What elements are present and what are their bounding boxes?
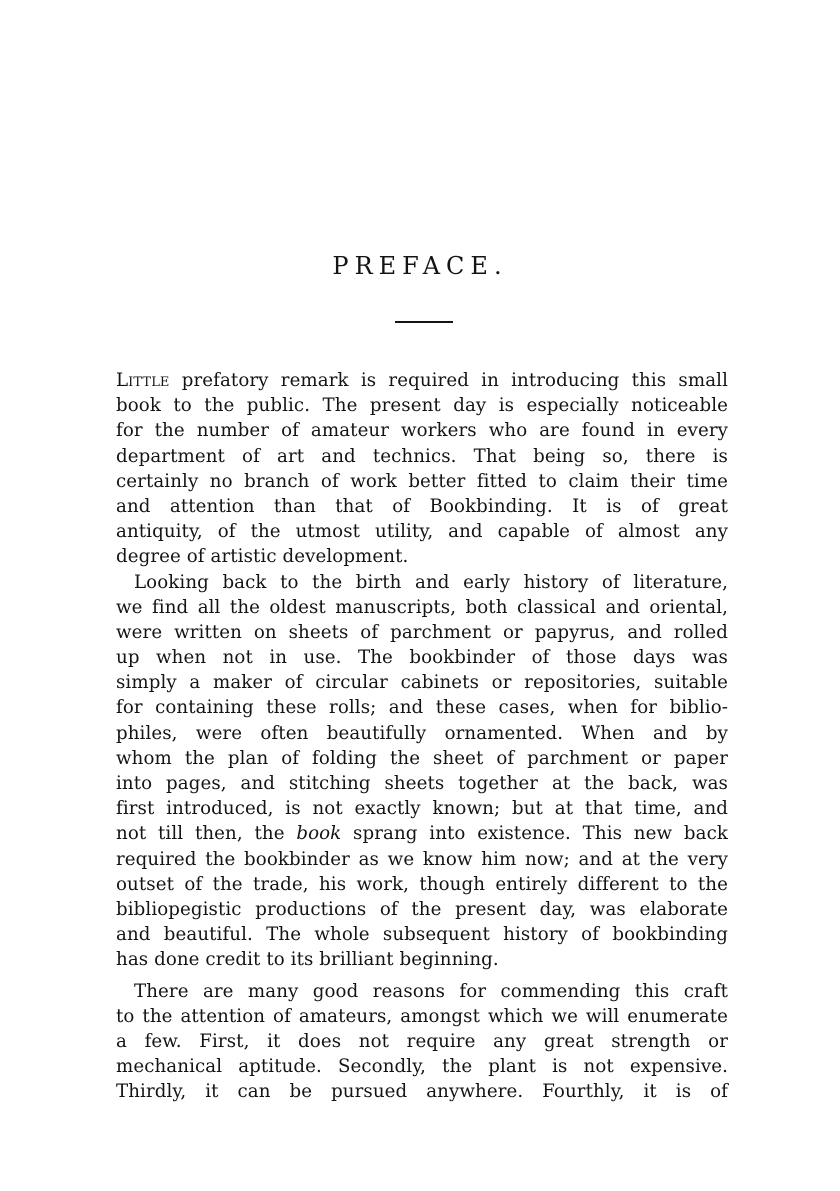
text-line: bibliopegistic productions of the present day, was elaborate (116, 898, 728, 920)
text-line: simply a maker of circular cabinets or repositories, suitable (116, 672, 728, 694)
text-line: philes, were often beautifully ornamented. When and by (116, 722, 728, 744)
paragraph-2 (116, 570, 728, 973)
text-line: we find all the oldest manuscripts, both classical and oriental, (116, 596, 728, 618)
text-line: were written on sheets of parchment or papyrus, and rolled (116, 621, 728, 643)
text-line: antiquity, of the utmost utility, and capable of almost any (116, 521, 728, 543)
text-line: Thirdly, it can be pursued anywhere. Fourthly, it is of (116, 1081, 728, 1103)
text-line: into pages, and stitching sheets together at the back, was (116, 773, 728, 794)
paragraph-1 (116, 368, 728, 570)
text-line: and attention than that of Bookbinding. It is of great (116, 495, 728, 517)
text-line: whom the plan of folding the sheet of parchment or paper (116, 747, 728, 769)
text-line: mechanical aptitude. Secondly, the plant is not expensive. (116, 1056, 728, 1078)
text-line: There are many good reasons for commending this craft (134, 980, 728, 1002)
italic-word: book (296, 823, 342, 845)
text-line: up when not in use. The bookbinder of those days was (116, 647, 728, 669)
text-line: not till then, the book sprang into existence. This new back (116, 823, 729, 845)
text-line: Little prefatory remark is required in introducing this small (116, 370, 728, 391)
page-title: PREFACE. (332, 252, 508, 280)
text-line: first introduced, is not exactly known; but at that time, and (116, 798, 728, 820)
text-line: degree of artistic development. (116, 546, 409, 568)
text-line: department of art and technics. That being so, there is (116, 445, 728, 467)
text-line: outset of the trade, his work, though entirely different to the (116, 873, 728, 895)
text-line: required the bookbinder as we know him now; and at the very (116, 848, 728, 870)
paragraph-3 (116, 979, 728, 1105)
text-line: for the number of amateur workers who are found in every (116, 420, 728, 442)
text-line: a few. First, it does not require any great strength or (116, 1030, 728, 1052)
text-line: book to the public. The present day is especially noticeable (116, 395, 728, 417)
text-line: for containing these rolls; and these cases, when for biblio- (116, 697, 728, 719)
text-line: Looking back to the birth and early history of literature, (134, 571, 728, 593)
lead-word: Little (116, 370, 170, 391)
text-line: and beautiful. The whole subsequent history of bookbinding (116, 924, 728, 946)
text-line: has done credit to its brilliant beginning. (116, 949, 499, 971)
preface-body (116, 368, 728, 1104)
title-rule (395, 321, 453, 323)
text-line: certainly no branch of work better fitted to claim their time (116, 470, 728, 492)
text-line: to the attention of amateurs, amongst which we will enumerate (116, 1005, 728, 1027)
